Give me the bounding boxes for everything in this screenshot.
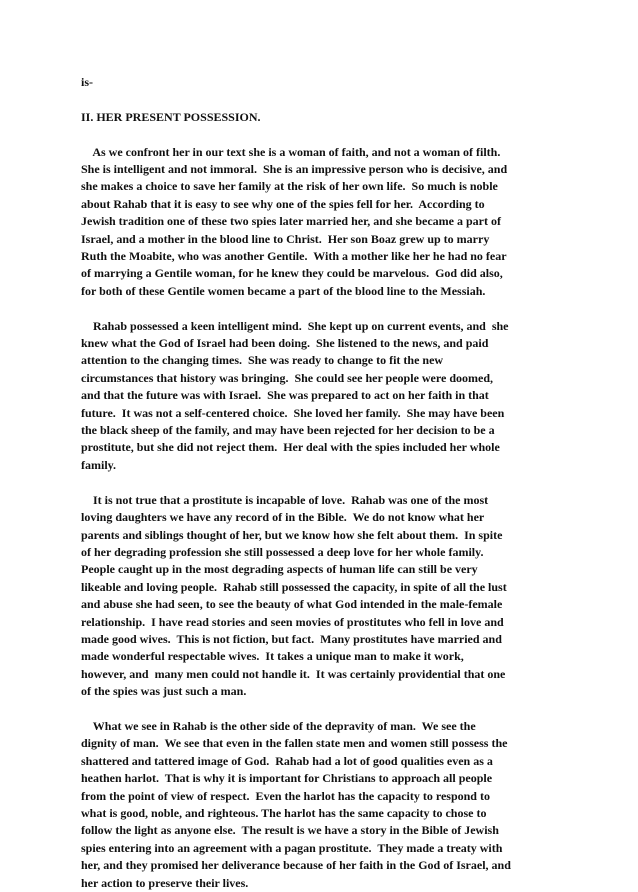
text-line: and abuse she had seen, to see the beauty of what God intended in the male-female (81, 597, 503, 612)
text-line: She is intelligent and not immoral. She is an impressive person who is decisive, and (81, 162, 508, 176)
text-line: of marrying a Gentile woman, for he knew they could be marvelous. God did also, (81, 266, 503, 281)
text-line: As we confront her in our text she is a woman of faith, and not a woman of filth. (81, 144, 501, 159)
text-line: Ruth the Moabite, who was another Gentile. With a mother like her he had no fear (81, 249, 507, 264)
text-line: dignity of man. We see that even in the fallen state men and women still possess the (81, 736, 508, 751)
body-text (81, 144, 553, 892)
paragraph-3 (81, 492, 553, 701)
text-line: People caught up in the most degrading aspects of human life can still be very (81, 562, 478, 577)
text-line: It is not true that a prostitute is incapable of love. Rahab was one of the most (81, 492, 489, 507)
text-line: of the spies was just such a man. (81, 684, 247, 699)
text-line: spies entering into an agreement with a pagan prostitute. They made a treaty with (81, 840, 503, 855)
text-line: follow the light as anyone else. The result is we have a story in the Bible of Jewish (81, 823, 499, 838)
text-line: of her degrading profession she still possessed a deep love for her whole family. (81, 544, 484, 559)
text-line: attention to the changing times. She was ready to change to fit the new (81, 353, 444, 368)
text-line: made wonderful respectable wives. It takes a unique man to make it work, (81, 649, 464, 664)
paragraph-1 (81, 144, 553, 301)
text-line: and that the future was with Israel. She was prepared to act on her faith in that (81, 388, 489, 403)
document-page (81, 74, 553, 892)
text-line: Jewish tradition one of these two spies later married her, and she became a part of (81, 214, 501, 229)
text-line: Rahab possessed a keen intelligent mind. She kept up on current events, and she (81, 318, 509, 333)
text-line: her, and they promised her deliverance because of her faith in the God of Israel, and (81, 858, 511, 873)
text-line: parents and siblings thought of her, but we know how she felt about them. In spite (81, 527, 503, 542)
text-line: what is good, noble, and righteous. The harlot has the same capacity to chose to (81, 805, 487, 820)
text-line: about Rahab that it is easy to see why one of the spies fell for her. According to (81, 196, 485, 211)
text-line: Israel, and a mother in the blood line to Christ. Her son Boaz grew up to marry (81, 231, 490, 246)
section-heading: II. HER PRESENT POSSESSION. (81, 109, 261, 124)
text-line: her action to preserve their lives. (81, 875, 249, 890)
text-line: she makes a choice to save her family at the risk of her own life. So much is noble (81, 179, 498, 194)
lead-fragment: is- (81, 75, 93, 89)
text-line: circumstances that history was bringing. She could see her people were doomed, (81, 370, 493, 385)
text-line: family. (81, 457, 116, 472)
text-line: likeable and loving people. Rahab still possessed the capacity, in spite of all the lust (81, 579, 507, 594)
text-line: knew what the God of Israel had been doing. She listened to the news, and paid (81, 336, 489, 351)
text-line: relationship. I have read stories and seen movies of prostitutes who fell in love and (81, 614, 504, 629)
paragraph-2 (81, 318, 553, 475)
text-line: for both of these Gentile women became a part of the blood line to the Messiah. (81, 283, 486, 298)
text-line: however, and many men could not handle it. It was certainly providential that one (81, 666, 506, 681)
text-line: loving daughters we have any record of in the Bible. We do not know what her (81, 510, 485, 525)
text-line: heathen harlot. That is why it is important for Christians to approach all people (81, 771, 493, 786)
text-line: What we see in Rahab is the other side of the depravity of man. We see the (81, 718, 476, 733)
text-line: made good wives. This is not fiction, but fact. Many prostitutes have married and (81, 631, 502, 646)
text-line: shattered and tattered image of God. Rahab had a lot of good qualities even as a (81, 753, 493, 768)
text-line: the black sheep of the family, and may have been rejected for her decision to be a (81, 423, 495, 438)
text-line: from the point of view of respect. Even the harlot has the capacity to respond to (81, 788, 490, 803)
text-line: prostitute, but she did not reject them. Her deal with the spies included her whole (81, 440, 500, 455)
paragraph-4 (81, 718, 553, 892)
text-line: future. It was not a self-centered choice. She loved her family. She may have been (81, 405, 505, 420)
